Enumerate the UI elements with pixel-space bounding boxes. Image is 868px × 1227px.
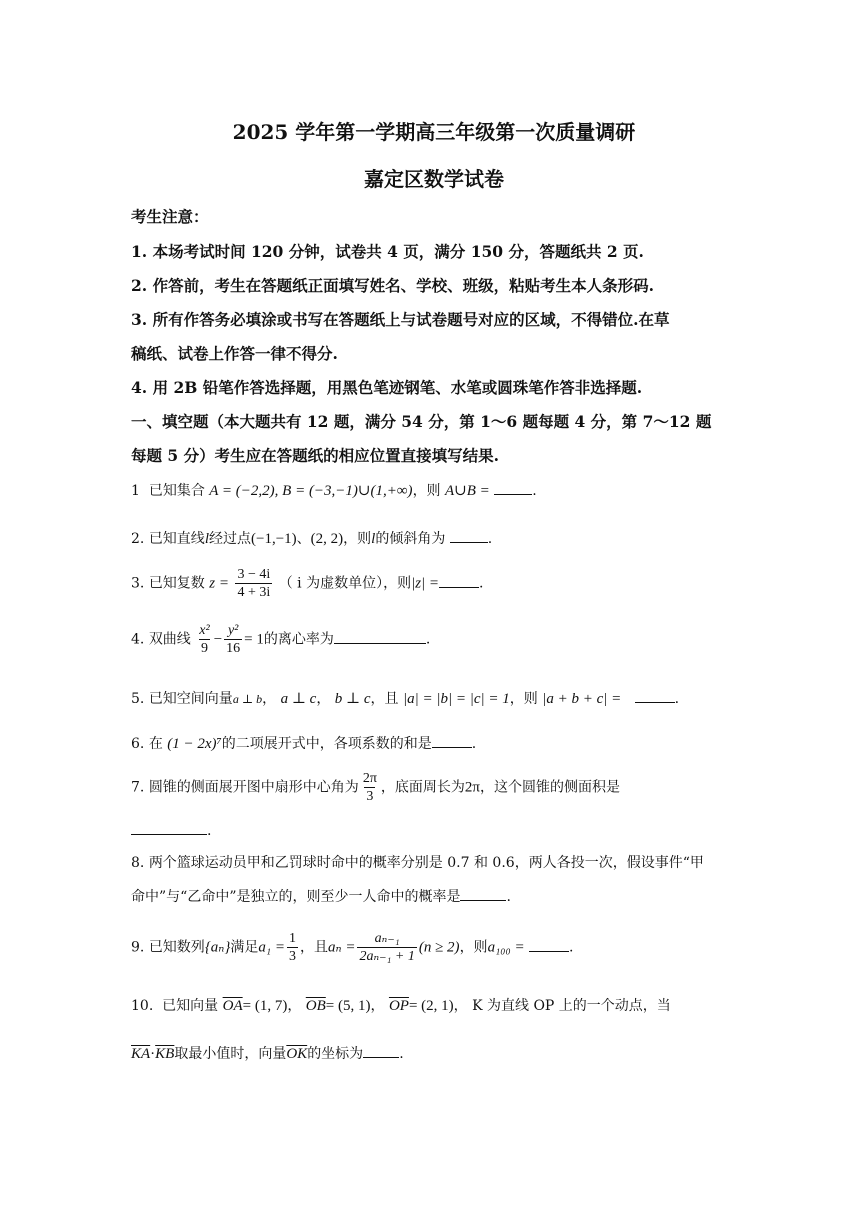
answer-blank[interactable]	[363, 1043, 399, 1058]
notice-item: 4. 用 2B 铅笔作答选择题，用黑色笔迹钢笔、水笔或圆珠笔作答非选择题.	[131, 378, 643, 397]
fraction: $\frac{\text{aₙ₋₁}}{\text{2aₙ₋₁ + 1}}$	[359, 931, 415, 964]
question-8-cont: 命中”与“乙命中”是独立的，则至少一人命中的概率是 .	[131, 886, 511, 906]
section-heading-cont: 每题 5 分）考生应在答题纸的相应位置直接填写结果.	[131, 446, 499, 465]
question-6: 6. 在 (1 − 2x)⁷的二项展开式中，各项系数的和是 .	[131, 733, 476, 753]
question-7-answer-line: .	[131, 820, 211, 839]
question-10: 10. 已知向量 $\overline{OA}= (1$, 7)， $\overline{OB}= (5$, 1)， $\overline{OP}= (2$, 1)， K 为直线 OP 上的一个动点，当	[131, 998, 671, 1014]
fraction: $\frac{\text{x²}}{9}$	[199, 623, 210, 656]
notice-heading: 考生注意：	[131, 207, 209, 226]
question-1: 1 已知集合 A = (−2,2), B = (−3,−1)∪(1,+∞)，则 A∪B = .	[131, 480, 537, 500]
page-title: 2025 学年第一学期高三年级第一次质量调研	[232, 120, 636, 144]
notice-item: 3. 所有作答务必填涂或书写在答题纸上与试卷题号对应的区域，不得错位.在草	[131, 310, 670, 329]
question-9: 9. 已知数列{aₙ}满足a₁ = $\frac{1}{3}$ ，且aₙ = $\frac{\text{aₙ₋₁}}{\text{2aₙ₋₁ + 1}}$ (n ≥ 2)，则a₁₀₀ = .	[131, 931, 574, 964]
answer-blank[interactable]	[460, 886, 506, 901]
answer-blank[interactable]	[439, 573, 479, 588]
fraction: $\frac{2\pi}{3}$	[362, 771, 377, 804]
question-4: 4. 双曲线 $\frac{\text{x²}}{9}$ − $\frac{\text{y²}}{16}$ = 1的离心率为 .	[131, 623, 431, 656]
answer-blank[interactable]	[334, 629, 426, 644]
question-10-cont: $\overline{KA}\cdot\overline{KB}$取最小值时，向量$\overline{OK}$的坐标为 .	[131, 1043, 404, 1063]
fraction: $\frac{\text{y²}}{16}$	[226, 623, 241, 656]
question-2: 2. 已知直线l经过点(−1,−1)、(2, 2)，则l的倾斜角为 .	[131, 528, 492, 548]
question-8: 8. 两个篮球运动员甲和乙罚球时命中的概率分别是 0.7 和 0.6，两人各投一次，假设事件“甲	[131, 855, 704, 871]
page-subtitle: 嘉定区数学试卷	[364, 167, 504, 191]
question-7: 7. 圆锥的侧面展开图中扇形中心角为 $\frac{2\pi}{3}$ ，底面周长为2π，这个圆锥的侧面积是	[131, 771, 620, 804]
question-5: 5. 已知空间向量a ⊥ b， a ⊥ c， b ⊥ c，且 |a| = |b| = |c| = 1，则 |a + b + c| = .	[131, 688, 679, 708]
answer-blank[interactable]	[635, 688, 675, 703]
fraction: $\frac{3 - 4i}{4 + 3i}$	[237, 567, 271, 600]
section-heading: 一、填空题（本大题共有 12 题，满分 54 分，第 1～6 题每题 4 分，第 7～12 题	[131, 412, 712, 431]
answer-blank[interactable]	[131, 820, 207, 835]
notice-item: 稿纸、试卷上作答一律不得分.	[131, 344, 338, 363]
notice-item: 1. 本场考试时间 120 分钟，试卷共 4 页，满分 150 分，答题纸共 2 页.	[131, 242, 644, 261]
answer-blank[interactable]	[529, 937, 569, 952]
question-3: 3. 已知复数 z = $\frac{3 - 4i}{4 + 3i}$ （ i 为虚数单位），则|z| = .	[131, 567, 484, 600]
fraction: $\frac{1}{3}$	[288, 931, 296, 964]
notice-item: 2. 作答前，考生在答题纸正面填写姓名、学校、班级，粘贴考生本人条形码.	[131, 276, 654, 295]
answer-blank[interactable]	[450, 528, 488, 543]
answer-blank[interactable]	[494, 480, 532, 495]
answer-blank[interactable]	[432, 733, 472, 748]
